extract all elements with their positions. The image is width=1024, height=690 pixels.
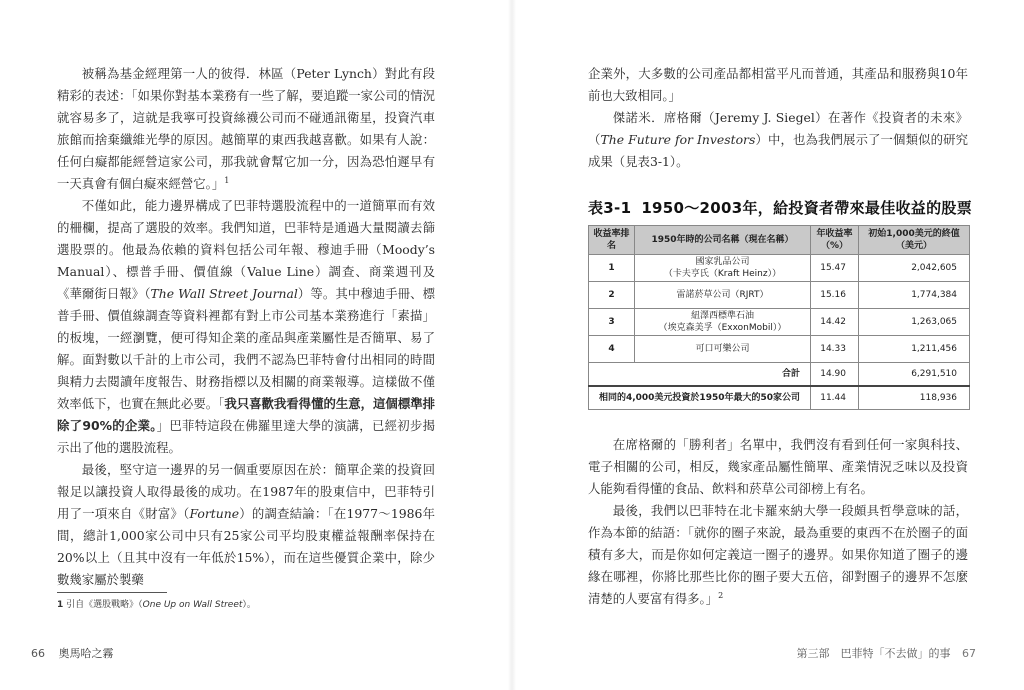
value-cell: 1,263,065 (859, 309, 970, 336)
rate-cell: 14.33 (811, 336, 859, 363)
header-company: 1950年時的公司名稱（現在名稱） (635, 226, 811, 255)
company-name: 雷諾菸草公司（RJRT） (676, 290, 769, 300)
footnote-number: 1 (57, 600, 64, 610)
footnote-title: One Up on Wall Street (142, 600, 243, 610)
text-run: ）中，也為我們展示了一個類似的研究成果（見表3-1）。 (588, 132, 969, 169)
company-name: 可口可樂公司 (695, 344, 750, 354)
rank-cell: 4 (589, 336, 635, 363)
footnote-post: ）。 (242, 600, 256, 610)
right-body-text-bottom (588, 434, 968, 610)
returns-table (588, 225, 970, 410)
value-cell: 1,211,456 (859, 336, 970, 363)
total-rate: 14.90 (811, 363, 859, 387)
text-run: ）等。其中穆迪手冊、標普手冊、價值線調查等資料裡都有對上市公司基本業務進行「素描」的板塊，一經瀏覽，便可得知企業的產品與產業屬性是否簡單、易了解。面對數以千計的上市公司，我們不認為巴菲特會付出相同的時間與精力去閱讀年度報告、財務指標以及相關的商業報導。這樣做不僅效率低下，也實在無此必要。「 (57, 286, 435, 411)
rate-cell: 14.42 (811, 309, 859, 336)
table-row (589, 309, 970, 336)
text-run: 企業外，大多數的公司產品都相當平凡而普通，其產品和服務與10年前也大致相同。」 (588, 66, 968, 103)
text-run: 最後，我們以巴菲特在北卡羅來納大學一段頗具哲學意味的話，作為本節的結語：「就你的圈子來說，最為重要的東西不在於圈子的面積有多大，而是你如何定義這一圈子的邊界。如果你知道了圈子的邊緣在哪裡，你將比那些比你的圈子要大五倍，卻對圈子的邊界不怎麼清楚的人要富有得多。」 (588, 503, 968, 606)
company-cell (635, 255, 811, 282)
company-cell (635, 309, 811, 336)
rank-cell: 3 (589, 309, 635, 336)
right-body-text-top (588, 63, 968, 173)
paragraph (588, 107, 968, 173)
text-run: 最後，堅守這一邊界的另一個重要原因在於：簡單企業的投資回報足以讓投資人取得最後的成功。在1987年的股東信中，巴菲特引用了一項來自《財富》（ (57, 462, 435, 521)
text-run: 我只喜歡我看得懂的生意，這個標準排除了90%的企業。 (57, 396, 435, 433)
footnote (57, 597, 256, 610)
company-cell (635, 336, 811, 363)
comparison-label: 相同的4,000美元投資於1950年最大的50家公司 (589, 386, 811, 410)
text-run: 不僅如此，能力邊界構成了巴菲特選股流程中的一道簡單而有效的柵欄，提高了選股的效率。我們知道，巴菲特是通過大量閱讀去篩選股票的。他最為依賴的資料包括公司年報、穆迪手冊（Moody’s Manual）、標普手冊、價值線（Value Line）調查、商業週刊及《華爾街日報》（ (57, 198, 435, 301)
rate-cell: 15.16 (811, 282, 859, 309)
table-row (589, 282, 970, 309)
footnote-pre: 引自《選股戰略》（ (66, 600, 143, 610)
value-cell: 2,042,605 (859, 255, 970, 282)
comparison-value: 118,936 (859, 386, 970, 410)
paragraph (57, 459, 435, 591)
total-value: 6,291,510 (859, 363, 970, 387)
footnote-ref: 1 (224, 175, 230, 185)
section-label: 第三部 巴菲特「不去做」的事 (796, 647, 951, 660)
company-name: 紐澤西標準石油 (690, 311, 754, 321)
table-row (589, 255, 970, 282)
table-header-row (589, 226, 970, 255)
paragraph (57, 195, 435, 459)
footnote-rule (57, 592, 167, 593)
table-number: 表3-1 (588, 199, 632, 217)
table-row (589, 336, 970, 363)
text-run: ）的調查結論：「在1977～1986年間，總計1,000家公司中只有25家公司平均股東權益報酬率保持在20%以上（且其中沒有一年低於15%），而在這些優質企業中，除少數幾家屬於製藥 (57, 506, 435, 587)
paragraph (588, 63, 968, 107)
text-run: 被稱為基金經理第一人的彼得．林區（Peter Lynch）對此有段精彩的表述：「如果你對基本業務有一些了解，要追蹤一家公司的情況就容易多了，這就是我寧可投資絲襪公司而不碰通訊衛星，投資汽車旅館而捨棄纖維光學的原因。越簡單的東西我越喜歡。如果有人說：任何白癡都能經營這家公司，那我就會幫它加一分，因為恐怕遲早有一天真會有個白癡來經營它。」 (57, 66, 435, 191)
paragraph (588, 434, 968, 500)
text-run: The Wall Street Journal (150, 286, 298, 301)
left-page-number: 66 (31, 647, 45, 660)
table-comparison-row (589, 386, 970, 410)
right-page-footer (797, 645, 977, 661)
paragraph (57, 63, 435, 195)
table-title: 1950～2003年，給投資者帶來最佳收益的股票 (641, 199, 973, 217)
right-page-number: 67 (962, 647, 976, 660)
book-title: 奧馬哈之霧 (58, 647, 114, 660)
paragraph (588, 500, 968, 610)
text-run: 在席格爾的「勝利者」名單中，我們沒有看到任何一家與科技、電子相關的公司，相反，幾家產品屬性簡單、產業情況乏味以及投資人能夠看得懂的食品、飲料和菸草公司卻榜上有名。 (588, 437, 968, 496)
total-label: 合計 (589, 363, 811, 387)
rate-cell: 15.47 (811, 255, 859, 282)
company-name: 國家乳品公司 (695, 257, 750, 267)
header-value: 初始1,000美元的終值（美元） (859, 226, 970, 255)
right-page (512, 0, 1024, 690)
left-page-footer (31, 645, 114, 661)
company-cell (635, 282, 811, 309)
header-rank: 收益率排名 (589, 226, 635, 255)
footnote-ref: 2 (718, 590, 724, 600)
text-run: The Future for Investors (600, 132, 756, 147)
text-run: 傑諾米．席格爾（Jeremy J. Siegel）在著作《投資者的未來》（ (588, 110, 968, 147)
company-current-name: （卡夫亨氏（Kraft Heinz）） (663, 269, 782, 279)
header-rate: 年收益率（%） (811, 226, 859, 255)
company-current-name: （埃克森美孚（ExxonMobil）） (658, 323, 787, 333)
rank-cell: 2 (589, 282, 635, 309)
text-run: Fortune (189, 506, 240, 521)
rank-cell: 1 (589, 255, 635, 282)
value-cell: 1,774,384 (859, 282, 970, 309)
table-total-row (589, 363, 970, 387)
comparison-rate: 11.44 (811, 386, 859, 410)
left-body-text (57, 63, 435, 591)
text-run: 」巴菲特這段在佛羅里達大學的演講，已經初步揭示出了他的選股流程。 (57, 418, 435, 455)
table-caption (588, 197, 972, 218)
